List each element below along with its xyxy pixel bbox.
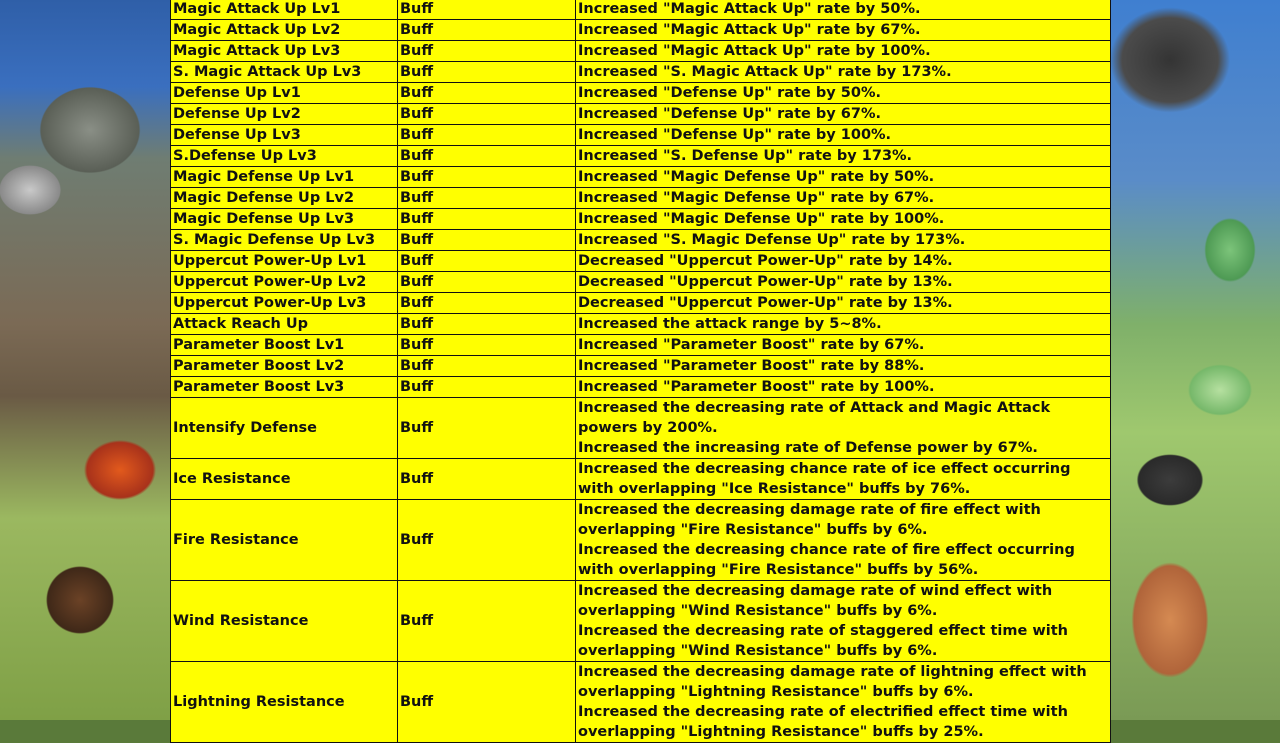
skill-description-cell	[576, 377, 1111, 398]
description-line: Increased "Magic Defense Up" rate by 50%.	[578, 169, 935, 185]
description-line: Increased the increasing rate of Defense power by 67%.	[578, 440, 1038, 456]
skill-description-cell	[576, 293, 1111, 314]
skill-description-cell	[576, 335, 1111, 356]
skill-type-cell: Buff	[398, 293, 576, 314]
description-line: Decreased "Uppercut Power-Up" rate by 13%.	[578, 295, 953, 311]
skill-description-cell	[576, 0, 1111, 20]
table-row	[171, 209, 1111, 230]
skill-type-cell: Buff	[398, 662, 576, 743]
skill-description-cell	[576, 62, 1111, 83]
skill-type-cell: Buff	[398, 230, 576, 251]
skill-type-cell: Buff	[398, 41, 576, 62]
description-line: Increased "Defense Up" rate by 50%.	[578, 85, 881, 101]
skill-name-cell: S.Defense Up Lv3	[171, 146, 398, 167]
skill-type-cell: Buff	[398, 356, 576, 377]
table-row	[171, 293, 1111, 314]
description-line: Increased "S. Magic Attack Up" rate by 173%.	[578, 64, 952, 80]
description-line: Increased "Magic Defense Up" rate by 100%.	[578, 211, 945, 227]
skill-name-cell: Ice Resistance	[171, 459, 398, 500]
skill-description-cell	[576, 459, 1111, 500]
table-row	[171, 662, 1111, 743]
skill-type-cell: Buff	[398, 62, 576, 83]
skill-type-cell: Buff	[398, 209, 576, 230]
skill-type-cell: Buff	[398, 167, 576, 188]
description-line: Increased "Magic Attack Up" rate by 67%.	[578, 22, 921, 38]
skill-description-cell	[576, 104, 1111, 125]
skill-name-cell: Defense Up Lv2	[171, 104, 398, 125]
table-row	[171, 62, 1111, 83]
description-line: Increased "Parameter Boost" rate by 100%.	[578, 379, 935, 395]
buff-table-container	[170, 0, 1110, 743]
skill-description-cell	[576, 356, 1111, 377]
skill-name-cell: Attack Reach Up	[171, 314, 398, 335]
skill-type-cell: Buff	[398, 251, 576, 272]
table-row	[171, 104, 1111, 125]
skill-description-cell	[576, 167, 1111, 188]
description-line: Increased the decreasing rate of Attack and Magic Attack powers by 200%.	[578, 400, 1051, 436]
skill-name-cell: Magic Attack Up Lv1	[171, 0, 398, 20]
skill-description-cell	[576, 20, 1111, 41]
skill-type-cell: Buff	[398, 104, 576, 125]
description-line: Increased the decreasing rate of electrified effect time with overlapping "Lightning Resistance" buffs by 25%.	[578, 704, 1068, 740]
skill-description-cell	[576, 83, 1111, 104]
skill-name-cell: S. Magic Attack Up Lv3	[171, 62, 398, 83]
table-row	[171, 251, 1111, 272]
skill-name-cell: Magic Defense Up Lv1	[171, 167, 398, 188]
table-row	[171, 20, 1111, 41]
skill-description-cell	[576, 125, 1111, 146]
skill-type-cell: Buff	[398, 20, 576, 41]
skill-name-cell: Magic Attack Up Lv2	[171, 20, 398, 41]
description-line: Increased the decreasing chance rate of ice effect occurring with overlapping "Ice Resistance" buffs by 76%.	[578, 461, 1071, 497]
skill-name-cell: Uppercut Power-Up Lv1	[171, 251, 398, 272]
description-line: Increased "Defense Up" rate by 100%.	[578, 127, 892, 143]
skill-name-cell: S. Magic Defense Up Lv3	[171, 230, 398, 251]
skill-name-cell: Uppercut Power-Up Lv2	[171, 272, 398, 293]
table-row	[171, 125, 1111, 146]
description-line: Decreased "Uppercut Power-Up" rate by 14%.	[578, 253, 953, 269]
skill-type-cell: Buff	[398, 335, 576, 356]
skill-type-cell: Buff	[398, 398, 576, 459]
skill-description-cell	[576, 188, 1111, 209]
description-line: Increased the decreasing chance rate of fire effect occurring with overlapping "Fire Resistance" buffs by 56%.	[578, 542, 1075, 578]
skill-name-cell: Parameter Boost Lv3	[171, 377, 398, 398]
skill-type-cell: Buff	[398, 272, 576, 293]
table-row	[171, 398, 1111, 459]
description-line: Increased "Magic Attack Up" rate by 50%.	[578, 1, 921, 17]
skill-name-cell: Intensify Defense	[171, 398, 398, 459]
table-row	[171, 41, 1111, 62]
skill-description-cell	[576, 251, 1111, 272]
skill-name-cell: Parameter Boost Lv1	[171, 335, 398, 356]
skill-type-cell: Buff	[398, 125, 576, 146]
table-row	[171, 0, 1111, 20]
skill-name-cell: Lightning Resistance	[171, 662, 398, 743]
skill-name-cell: Magic Defense Up Lv2	[171, 188, 398, 209]
description-line: Increased "Magic Defense Up" rate by 67%.	[578, 190, 935, 206]
skill-name-cell: Defense Up Lv1	[171, 83, 398, 104]
skill-name-cell: Fire Resistance	[171, 500, 398, 581]
skill-description-cell	[576, 230, 1111, 251]
description-line: Increased "Parameter Boost" rate by 67%.	[578, 337, 925, 353]
description-line: Decreased "Uppercut Power-Up" rate by 13%.	[578, 274, 953, 290]
skill-name-cell: Uppercut Power-Up Lv3	[171, 293, 398, 314]
skill-description-cell	[576, 581, 1111, 662]
table-row	[171, 459, 1111, 500]
skill-type-cell: Buff	[398, 188, 576, 209]
table-row	[171, 335, 1111, 356]
description-line: Increased the attack range by 5~8%.	[578, 316, 882, 332]
table-row	[171, 356, 1111, 377]
skill-description-cell	[576, 398, 1111, 459]
description-line: Increased "Magic Attack Up" rate by 100%.	[578, 43, 931, 59]
skill-type-cell: Buff	[398, 459, 576, 500]
skill-type-cell: Buff	[398, 314, 576, 335]
skill-name-cell: Magic Defense Up Lv3	[171, 209, 398, 230]
table-row	[171, 83, 1111, 104]
description-line: Increased "Defense Up" rate by 67%.	[578, 106, 881, 122]
skill-description-cell	[576, 41, 1111, 62]
description-line: Increased the decreasing damage rate of wind effect with overlapping "Wind Resistance" buffs by 6%.	[578, 583, 1053, 619]
table-row	[171, 230, 1111, 251]
description-line: Increased "S. Magic Defense Up" rate by 173%.	[578, 232, 966, 248]
table-row	[171, 314, 1111, 335]
skill-description-cell	[576, 209, 1111, 230]
table-row	[171, 188, 1111, 209]
description-line: Increased "Parameter Boost" rate by 88%.	[578, 358, 925, 374]
skill-type-cell: Buff	[398, 377, 576, 398]
skill-name-cell: Magic Attack Up Lv3	[171, 41, 398, 62]
skill-type-cell: Buff	[398, 0, 576, 20]
table-row	[171, 167, 1111, 188]
skill-name-cell: Wind Resistance	[171, 581, 398, 662]
table-row	[171, 581, 1111, 662]
description-line: Increased the decreasing damage rate of fire effect with overlapping "Fire Resistance" buffs by 6%.	[578, 502, 1041, 538]
skill-type-cell: Buff	[398, 581, 576, 662]
description-line: Increased the decreasing rate of staggered effect time with overlapping "Wind Resistance" buffs by 6%.	[578, 623, 1068, 659]
description-line: Increased the decreasing damage rate of lightning effect with overlapping "Lightning Resistance" buffs by 6%.	[578, 664, 1087, 700]
skill-description-cell	[576, 500, 1111, 581]
skill-description-cell	[576, 314, 1111, 335]
skill-name-cell: Defense Up Lv3	[171, 125, 398, 146]
table-row	[171, 272, 1111, 293]
buff-table	[170, 0, 1111, 743]
skill-type-cell: Buff	[398, 146, 576, 167]
skill-type-cell: Buff	[398, 500, 576, 581]
table-row	[171, 146, 1111, 167]
left-background-art	[0, 0, 170, 720]
table-row	[171, 377, 1111, 398]
description-line: Increased "S. Defense Up" rate by 173%.	[578, 148, 913, 164]
skill-description-cell	[576, 272, 1111, 293]
table-row	[171, 500, 1111, 581]
skill-description-cell	[576, 662, 1111, 743]
skill-type-cell: Buff	[398, 83, 576, 104]
skill-name-cell: Parameter Boost Lv2	[171, 356, 398, 377]
skill-description-cell	[576, 146, 1111, 167]
right-background-art	[1110, 0, 1280, 720]
